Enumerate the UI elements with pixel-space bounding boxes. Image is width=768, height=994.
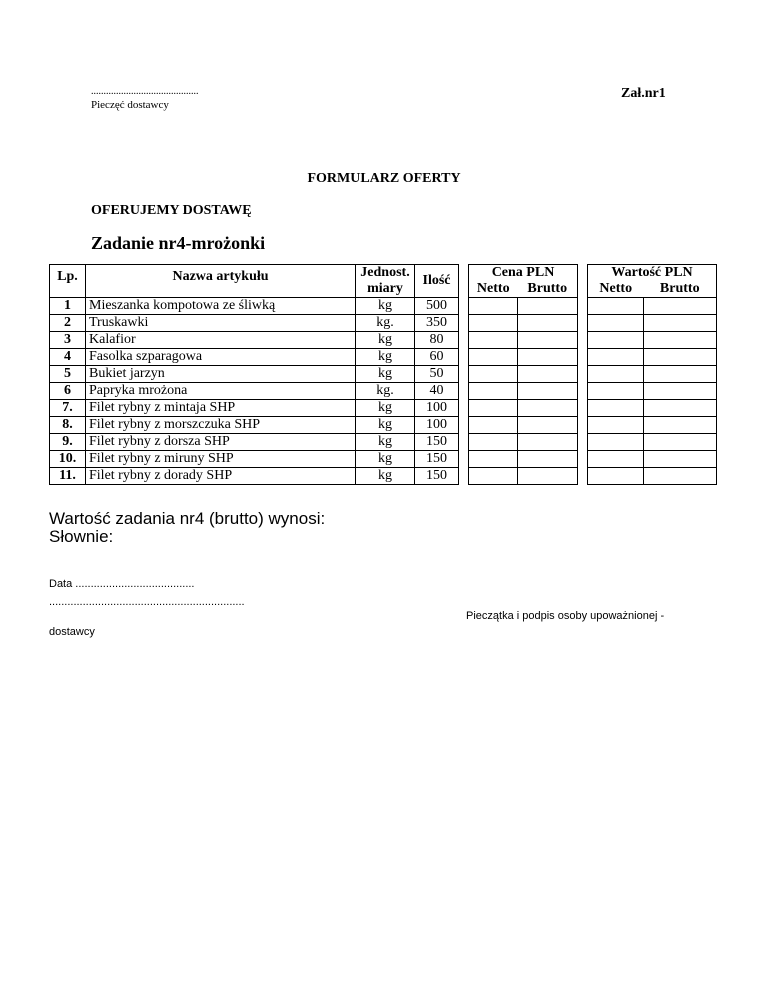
attachment-number: Zał.nr1 — [621, 86, 666, 101]
row-value-net — [588, 417, 644, 434]
row-value-gross — [644, 332, 717, 349]
row-gap — [578, 417, 588, 434]
row-value-gross — [644, 315, 717, 332]
row-unit: kg — [356, 400, 415, 417]
row-qty: 80 — [415, 332, 459, 349]
table-row — [50, 332, 717, 349]
row-unit: kg. — [356, 315, 415, 332]
row-unit: kg. — [356, 383, 415, 400]
row-price-gross — [518, 434, 578, 451]
row-price-net — [469, 349, 518, 366]
table-row — [50, 400, 717, 417]
row-gap — [459, 349, 469, 366]
row-unit: kg — [356, 434, 415, 451]
header-gap — [578, 265, 588, 298]
row-gap — [459, 451, 469, 468]
form-title: FORMULARZ OFERTY — [307, 171, 461, 186]
row-unit: kg — [356, 298, 415, 315]
header-unit-line1: Jednost. — [356, 265, 415, 282]
row-value-net — [588, 298, 644, 315]
header-gap — [459, 265, 469, 298]
row-gap — [578, 298, 588, 315]
row-price-net — [469, 383, 518, 400]
row-value-gross — [644, 417, 717, 434]
row-gap — [459, 366, 469, 383]
row-gap — [459, 383, 469, 400]
row-value-net — [588, 400, 644, 417]
row-price-gross — [518, 315, 578, 332]
row-lp: 2 — [50, 315, 86, 332]
row-price-net — [469, 298, 518, 315]
row-price-net — [469, 400, 518, 417]
row-value-gross — [644, 298, 717, 315]
row-gap — [578, 332, 588, 349]
row-lp: 4 — [50, 349, 86, 366]
row-gap — [459, 315, 469, 332]
signature-supplier: dostawcy — [49, 626, 95, 638]
row-name: Kalafior — [86, 332, 356, 349]
task-title: Zadanie nr4-mrożonki — [91, 233, 266, 253]
date-field: Data ....................................... — [49, 578, 195, 590]
row-qty: 100 — [415, 417, 459, 434]
row-value-net — [588, 349, 644, 366]
row-value-net — [588, 383, 644, 400]
row-qty: 350 — [415, 315, 459, 332]
row-value-gross — [644, 383, 717, 400]
row-gap — [578, 366, 588, 383]
row-value-net — [588, 332, 644, 349]
row-gap — [459, 298, 469, 315]
row-lp: 6 — [50, 383, 86, 400]
offer-line: OFERUJEMY DOSTAWĘ — [91, 203, 252, 218]
row-value-gross — [644, 434, 717, 451]
row-price-net — [469, 315, 518, 332]
row-value-net — [588, 315, 644, 332]
row-qty: 100 — [415, 400, 459, 417]
header-value-gross: Brutto — [644, 281, 717, 298]
row-qty: 500 — [415, 298, 459, 315]
row-value-net — [588, 468, 644, 485]
header-qty: Ilość — [415, 265, 459, 298]
row-qty: 60 — [415, 349, 459, 366]
row-name: Bukiet jarzyn — [86, 366, 356, 383]
row-lp: 3 — [50, 332, 86, 349]
row-unit: kg — [356, 451, 415, 468]
row-price-gross — [518, 366, 578, 383]
row-lp: 11. — [50, 468, 86, 485]
row-price-gross — [518, 451, 578, 468]
row-lp: 5 — [50, 366, 86, 383]
table-row — [50, 366, 717, 383]
header-lp: Lp. — [50, 265, 86, 298]
in-words-line: Słownie: — [49, 527, 114, 546]
row-price-net — [469, 332, 518, 349]
row-gap — [578, 468, 588, 485]
row-name: Papryka mrożona — [86, 383, 356, 400]
table-row — [50, 349, 717, 366]
row-value-net — [588, 434, 644, 451]
row-unit: kg — [356, 366, 415, 383]
row-price-gross — [518, 417, 578, 434]
header-name: Nazwa artykułu — [86, 265, 356, 298]
row-lp: 10. — [50, 451, 86, 468]
table-row — [50, 451, 717, 468]
signature-label: Pieczątka i podpis osoby upoważnionej - — [466, 610, 665, 622]
table-row — [50, 417, 717, 434]
row-qty: 40 — [415, 383, 459, 400]
table-row — [50, 315, 717, 332]
row-price-net — [469, 451, 518, 468]
row-unit: kg — [356, 332, 415, 349]
row-value-gross — [644, 468, 717, 485]
row-name: Fasolka szparagowa — [86, 349, 356, 366]
row-value-gross — [644, 349, 717, 366]
table-row — [50, 434, 717, 451]
header-price: Cena PLN — [469, 265, 578, 282]
row-qty: 150 — [415, 434, 459, 451]
row-name: Mieszanka kompotowa ze śliwką — [86, 298, 356, 315]
row-price-net — [469, 417, 518, 434]
row-price-gross — [518, 349, 578, 366]
row-price-net — [469, 468, 518, 485]
row-qty: 150 — [415, 468, 459, 485]
row-lp: 1 — [50, 298, 86, 315]
row-price-net — [469, 434, 518, 451]
row-lp: 7. — [50, 400, 86, 417]
row-gap — [578, 315, 588, 332]
row-name: Filet rybny z miruny SHP — [86, 451, 356, 468]
row-lp: 8. — [50, 417, 86, 434]
row-price-gross — [518, 383, 578, 400]
row-unit: kg — [356, 468, 415, 485]
row-value-gross — [644, 366, 717, 383]
header-price-net: Netto — [469, 281, 518, 298]
row-unit: kg — [356, 349, 415, 366]
row-price-net — [469, 366, 518, 383]
row-name: Filet rybny z mintaja SHP — [86, 400, 356, 417]
stamp-dots: ........................................... — [91, 86, 199, 97]
row-gap — [459, 332, 469, 349]
row-value-net — [588, 451, 644, 468]
row-gap — [459, 434, 469, 451]
header-value: Wartość PLN — [588, 265, 717, 282]
row-gap — [578, 349, 588, 366]
row-gap — [459, 400, 469, 417]
row-name: Filet rybny z dorady SHP — [86, 468, 356, 485]
row-gap — [578, 400, 588, 417]
row-price-gross — [518, 400, 578, 417]
row-qty: 50 — [415, 366, 459, 383]
row-price-gross — [518, 332, 578, 349]
task-value-line: Wartość zadania nr4 (brutto) wynosi: — [49, 509, 326, 528]
stamp-label: Pieczęć dostawcy — [91, 99, 169, 111]
row-name: Filet rybny z dorsza SHP — [86, 434, 356, 451]
table-row — [50, 468, 717, 485]
table-row — [50, 298, 717, 315]
header-price-gross: Brutto — [518, 281, 578, 298]
row-name: Truskawki — [86, 315, 356, 332]
row-name: Filet rybny z morszczuka SHP — [86, 417, 356, 434]
signature-dots: ................................................................ — [49, 596, 245, 608]
table-row — [50, 383, 717, 400]
row-gap — [578, 383, 588, 400]
row-gap — [459, 468, 469, 485]
header-value-net: Netto — [588, 281, 644, 298]
row-value-gross — [644, 400, 717, 417]
row-price-gross — [518, 468, 578, 485]
header-unit-line2: miary — [356, 281, 415, 298]
row-price-gross — [518, 298, 578, 315]
row-qty: 150 — [415, 451, 459, 468]
offer-table — [49, 264, 717, 485]
row-lp: 9. — [50, 434, 86, 451]
row-gap — [578, 434, 588, 451]
row-unit: kg — [356, 417, 415, 434]
row-gap — [459, 417, 469, 434]
row-gap — [578, 451, 588, 468]
row-value-net — [588, 366, 644, 383]
row-value-gross — [644, 451, 717, 468]
